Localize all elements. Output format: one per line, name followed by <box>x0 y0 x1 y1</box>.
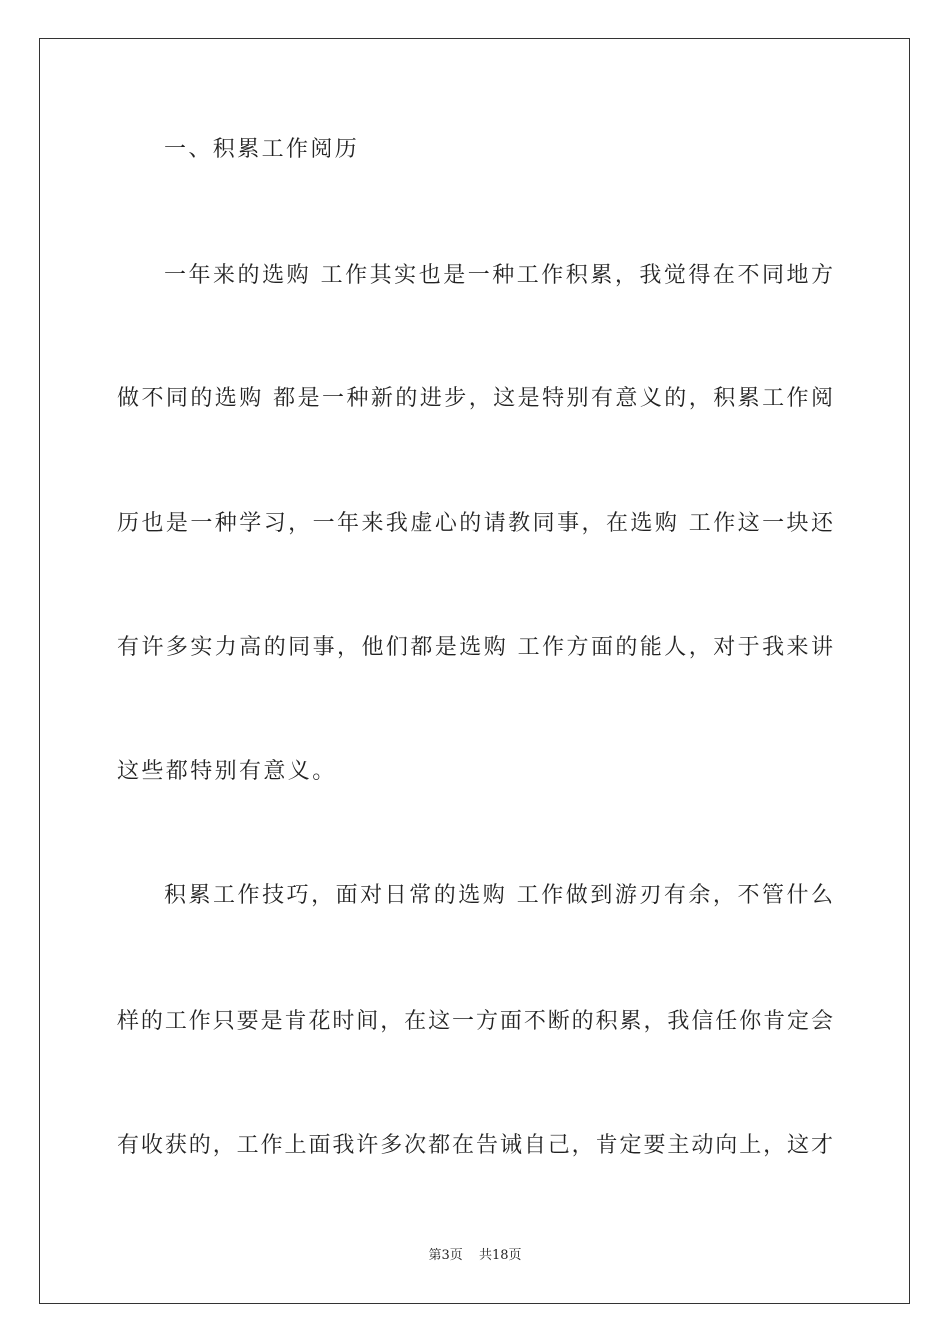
paragraph-1-line-4: 有许多实力高的同事，他们都是选购 工作方面的能人，对于我来讲 <box>117 635 833 660</box>
paragraph-1-line-1: 一年来的选购 工作其实也是一种工作积累，我觉得在不同地方 <box>164 263 833 288</box>
paragraph-2-line-3: 有收获的，工作上面我许多次都在告诫自己，肯定要主动向上，这才 <box>117 1133 833 1158</box>
section-heading: 一、积累工作阅历 <box>164 137 360 162</box>
page-border <box>39 38 910 1304</box>
page-footer <box>0 1247 950 1265</box>
paragraph-1-line-5: 这些都特别有意义。 <box>117 759 337 784</box>
paragraph-2-line-2: 样的工作只要是肯花时间，在这一方面不断的积累，我信任你肯定会 <box>117 1009 833 1034</box>
paragraph-2-line-1: 积累工作技巧，面对日常的选购 工作做到游刃有余，不管什么 <box>164 883 833 908</box>
paragraph-1-line-3: 历也是一种学习，一年来我虚心的请教同事，在选购 工作这一块还 <box>117 511 833 536</box>
page-number: 第3页 <box>428 1248 463 1263</box>
paragraph-1-line-2: 做不同的选购 都是一种新的进步，这是特别有意义的，积累工作阅 <box>117 386 833 411</box>
total-pages: 共18页 <box>478 1248 522 1263</box>
